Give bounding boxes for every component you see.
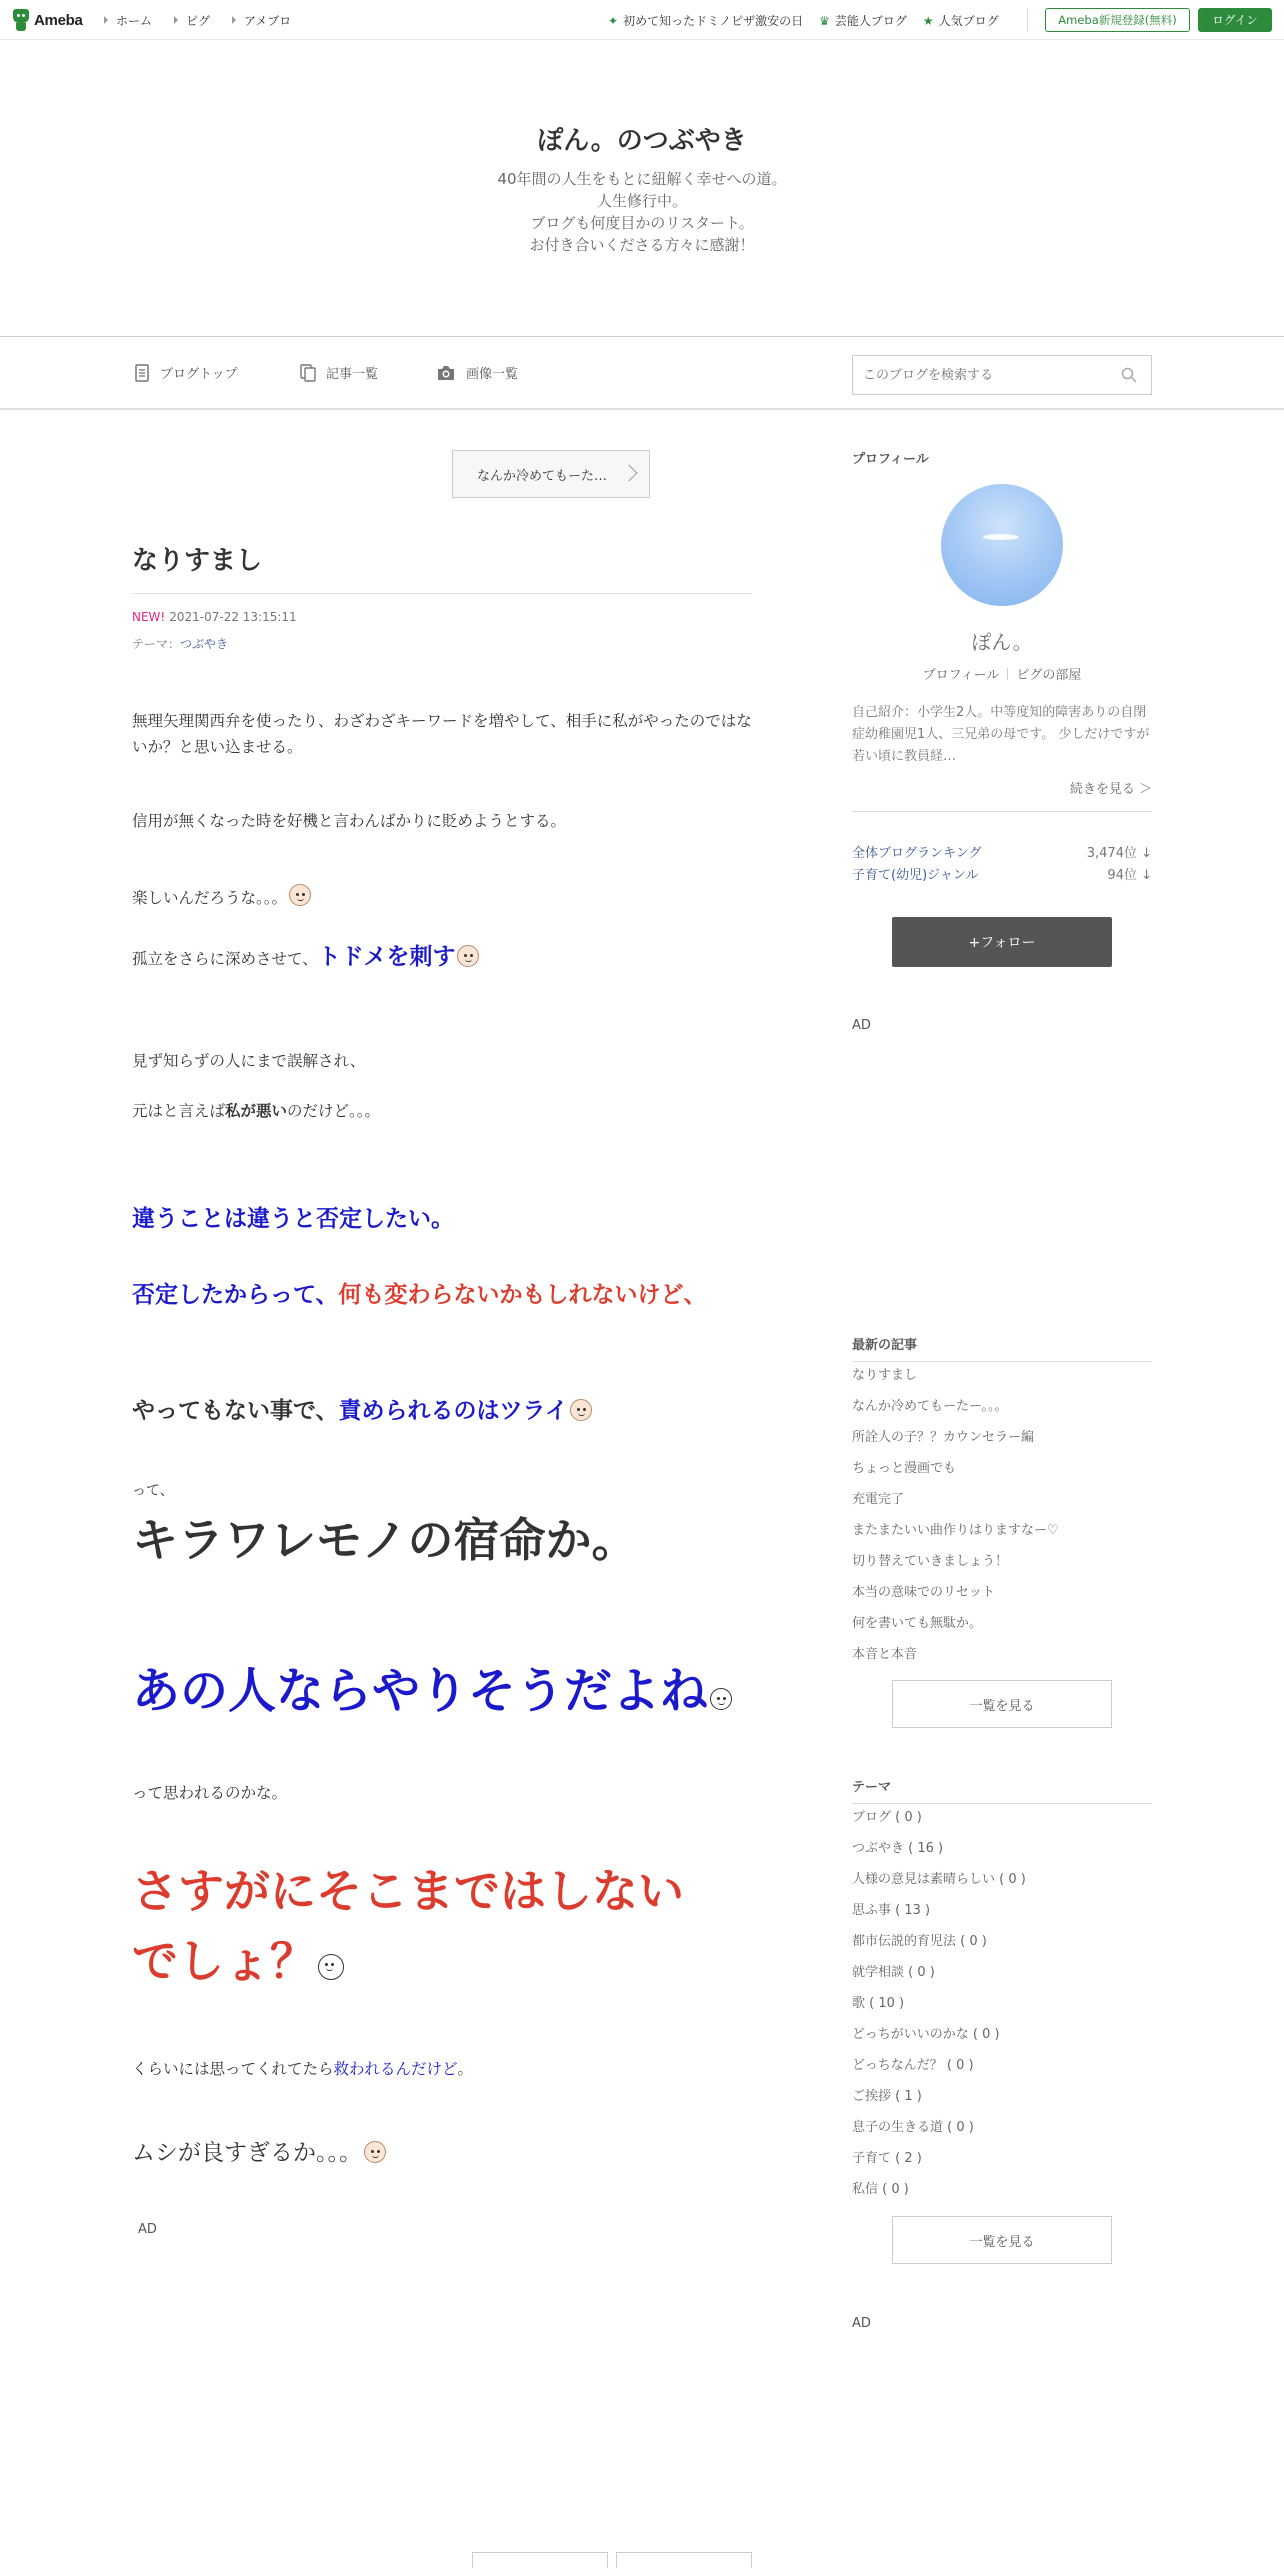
post-text: さすがにそこまではしない <box>132 1864 684 1918</box>
post-text: 何も変わらないかもしれないけど、 <box>338 1282 707 1308</box>
blog-header <box>0 40 1284 336</box>
recent-article-item[interactable]: ちょっと漫画でも <box>852 1461 957 1476</box>
post-text: 。 <box>457 2060 474 2078</box>
rank-genre[interactable] <box>852 864 1152 883</box>
post-text: でしょ？ <box>132 1934 316 1988</box>
prev-article-label: なんか冷めてもーた… <box>477 468 608 484</box>
rank-value: 94位 ↓ <box>1107 868 1152 883</box>
recent-article-item[interactable]: 何を書いても無駄か。 <box>852 1616 983 1631</box>
post-paragraph <box>132 1276 752 1309</box>
theme-item[interactable]: 歌 ( 10 ) <box>852 1996 905 2011</box>
new-badge: NEW! <box>132 610 166 624</box>
pagination-prev-button[interactable] <box>472 2552 608 2568</box>
theme-item[interactable]: つぶやき ( 16 ) <box>852 1841 944 1856</box>
register-button[interactable]: Ameba新規登録(無料) <box>1045 8 1190 32</box>
pig-room-link[interactable]: ピグの部屋 <box>1016 668 1082 683</box>
profile-link[interactable]: プロフィール <box>922 668 1000 683</box>
post-text: のだけど。。。 <box>287 1102 381 1120</box>
post-text: 否定したからって、 <box>132 1282 339 1308</box>
nav-image-list[interactable] <box>436 363 518 382</box>
nav-label: 画像一覧 <box>466 367 519 382</box>
blog-desc-line: お付き合いくださる方々に感謝！ <box>529 236 755 254</box>
post-text-line <box>132 1926 752 1996</box>
recent-article-item[interactable]: 充電完了 <box>852 1492 905 1507</box>
post-paragraph: って思われるのかな。 <box>132 1784 288 1802</box>
post-paragraph <box>132 2134 752 2167</box>
post-paragraph <box>132 1098 752 1124</box>
promo-link-celebrity[interactable] <box>819 12 907 29</box>
nav-article-list[interactable] <box>300 363 378 382</box>
blog-desc-line: 40年間の人生をもとに紐解く幸せへの道。 <box>497 170 787 188</box>
blog-title[interactable]: ぽん。のつぶやき <box>537 126 747 156</box>
post-paragraph: 見ず知らずの人にまで誤解され、 <box>132 1052 366 1070</box>
theme-item[interactable]: 思ふ事 ( 13 ) <box>852 1903 931 1918</box>
profile-avatar[interactable] <box>941 484 1063 606</box>
theme-item[interactable]: 私信 ( 0 ) <box>852 2182 909 2197</box>
promo-link-label: 芸能人ブログ <box>834 14 907 28</box>
promo-link-popular[interactable] <box>923 12 999 29</box>
promo-links <box>608 12 999 29</box>
promo-link-domino[interactable] <box>608 12 803 29</box>
copy-icon <box>300 364 316 382</box>
post-text: 元はと言えば <box>132 1102 226 1120</box>
document-icon <box>134 364 150 382</box>
post-text: 責められるのはツライ <box>338 1398 568 1424</box>
blog-description <box>0 168 1284 256</box>
ad-label: AD <box>138 2222 157 2237</box>
shocked-face-icon <box>318 1954 344 1980</box>
post-paragraph: 無理矢理関西弁を使ったり、わざわざキーワードを増やして、相手に私がやったのではないか？と思い込ませる。 <box>132 712 752 756</box>
post-paragraph-large <box>132 1856 752 1996</box>
rank-value: 3,474位 ↓ <box>1086 846 1152 861</box>
post-datetime: 2021-07-22 13:15:11 <box>169 610 297 624</box>
baby-face-icon <box>364 2141 386 2163</box>
theme-list <box>852 1802 1152 2205</box>
login-button[interactable]: ログイン <box>1198 8 1272 32</box>
blog-desc-line: ブログも何度目かのリスタート。 <box>530 214 754 232</box>
recent-heading: 最新の記事 <box>852 1334 1152 1362</box>
theme-link[interactable]: つぶやき <box>180 637 229 651</box>
theme-item[interactable]: ご挨拶 ( 1 ) <box>852 2089 922 2104</box>
post-text-bold: 私が悪い <box>225 1102 288 1120</box>
baby-face-icon <box>289 884 311 906</box>
prev-article-button[interactable] <box>452 450 650 498</box>
ameba-logo[interactable] <box>12 9 83 31</box>
global-header <box>0 0 1284 40</box>
post-paragraph <box>132 884 752 911</box>
divider <box>1027 8 1028 32</box>
promo-link-label: 初めて知ったドミノピザ激安の日 <box>623 14 804 28</box>
ad-label: AD <box>852 1018 871 1033</box>
profile-heading: プロフィール <box>852 452 929 467</box>
theme-item[interactable]: どっちがいいのかな ( 0 ) <box>852 2027 1000 2042</box>
post-paragraph-large <box>132 1656 752 1726</box>
recent-article-item[interactable]: またまたいい曲作りはりますなー♡ <box>852 1523 1059 1538</box>
profile-more-link[interactable]: 続きを見る ＞ <box>852 778 1152 812</box>
post-text: くらいには思ってくれてたら <box>132 2060 334 2078</box>
rank-overall[interactable] <box>852 842 1152 861</box>
post-text: あの人ならやりそうだよね <box>132 1663 709 1719</box>
nav-label: 記事一覧 <box>326 367 379 382</box>
baby-face-icon <box>570 1399 592 1421</box>
search-input[interactable] <box>853 356 1103 394</box>
nav-pig[interactable]: ピグ <box>174 12 210 29</box>
profile-name[interactable]: ぽん。 <box>971 630 1033 654</box>
post-text: 楽しいんだろうな。。。 <box>132 889 288 907</box>
theme-item[interactable]: 都市伝説的育児法 ( 0 ) <box>852 1934 987 1949</box>
theme-heading: テーマ <box>852 1776 1152 1804</box>
post-link[interactable]: 救われるんだけど <box>333 2060 458 2078</box>
blog-search <box>852 355 1152 395</box>
baby-face-icon <box>457 945 479 967</box>
chevron-right-icon <box>621 465 638 482</box>
post-text: 孤立をさらに深めさせて、 <box>132 950 318 968</box>
grin-face-icon <box>710 1688 732 1710</box>
recent-more-button[interactable]: 一覧を見る <box>892 1680 1112 1728</box>
blog-nav <box>0 336 1284 410</box>
recent-article-item[interactable]: なんか冷めてもーたー。。。 <box>852 1399 1008 1414</box>
nav-home[interactable]: ホーム <box>104 12 152 29</box>
sparkle-icon: ✦ <box>608 13 619 28</box>
post-title[interactable]: なりすまし <box>132 540 752 594</box>
recent-article-item[interactable]: 切り替えていきましょう！ <box>852 1554 1009 1569</box>
theme-more-button[interactable]: 一覧を見る <box>892 2216 1112 2264</box>
post-paragraph <box>132 938 752 971</box>
recent-article-item[interactable]: 所詮人の子？？カウンセラー編 <box>852 1430 1035 1445</box>
recent-article-item[interactable]: 本音と本音 <box>852 1647 918 1662</box>
ad-label: AD <box>852 2316 871 2331</box>
rank-label: 子育て(幼児)ジャンル <box>852 868 979 883</box>
follow-button[interactable]: +フォロー <box>892 917 1112 967</box>
rank-label: 全体ブログランキング <box>852 846 982 861</box>
theme-item[interactable]: 子育て ( 2 ) <box>852 2151 922 2166</box>
nav-blog-top[interactable] <box>134 363 238 382</box>
pagination-next-button[interactable] <box>616 2552 752 2568</box>
post-paragraph: って、 <box>132 1483 174 1499</box>
logo-text: Ameba <box>34 11 83 29</box>
theme-item[interactable]: ブログ ( 0 ) <box>852 1810 922 1825</box>
nav-label: ブログトップ <box>160 367 238 382</box>
ameba-logo-icon <box>12 9 30 31</box>
profile-intro: 自己紹介：小学生2人。中等度知的障害ありの自閉症幼稚園児1人、三兄弟の母です。 少しだけですが若い頃に教員経… <box>852 705 1150 764</box>
post-theme <box>132 635 228 652</box>
recent-article-item[interactable]: 本当の意味でのリセット <box>852 1585 995 1600</box>
post-paragraph <box>132 1392 752 1425</box>
theme-item[interactable]: 就学相談 ( 0 ) <box>852 1965 935 1980</box>
crown-icon: ♛ <box>819 13 830 28</box>
post-paragraph: 違うことは違うと否定したい。 <box>132 1206 454 1232</box>
global-nav <box>104 12 291 29</box>
post-meta <box>132 610 297 624</box>
profile-links <box>852 664 1152 683</box>
recent-articles-list <box>852 1360 1152 1670</box>
search-icon[interactable] <box>1121 367 1137 383</box>
star-icon: ★ <box>922 13 934 28</box>
recent-article-item[interactable]: なりすまし <box>852 1368 918 1383</box>
theme-item[interactable]: どっちなんだ？ ( 0 ) <box>852 2058 974 2073</box>
post-text: ムシが良すぎるか。。。 <box>132 2140 362 2166</box>
theme-item[interactable]: 息子の生きる道 ( 0 ) <box>852 2120 974 2135</box>
post-paragraph-large: キラワレモノの宿命か。 <box>132 1513 638 1567</box>
blog-desc-line: 人生修行中。 <box>596 192 687 210</box>
camera-icon <box>436 364 456 382</box>
nav-ameblo[interactable]: アメブロ <box>232 12 291 29</box>
theme-label: テーマ： <box>132 637 181 651</box>
theme-item[interactable]: 人様の意見は素晴らしい ( 0 ) <box>852 1872 1026 1887</box>
post-text: やってもない事で、 <box>132 1398 339 1424</box>
post-paragraph <box>132 2056 752 2082</box>
post-text-emphasis: トドメを刺す <box>317 944 456 970</box>
post-paragraph: 信用が無くなった時を好機と言わんばかりに貶めようとする。 <box>132 812 567 830</box>
promo-link-label: 人気ブログ <box>938 14 999 28</box>
